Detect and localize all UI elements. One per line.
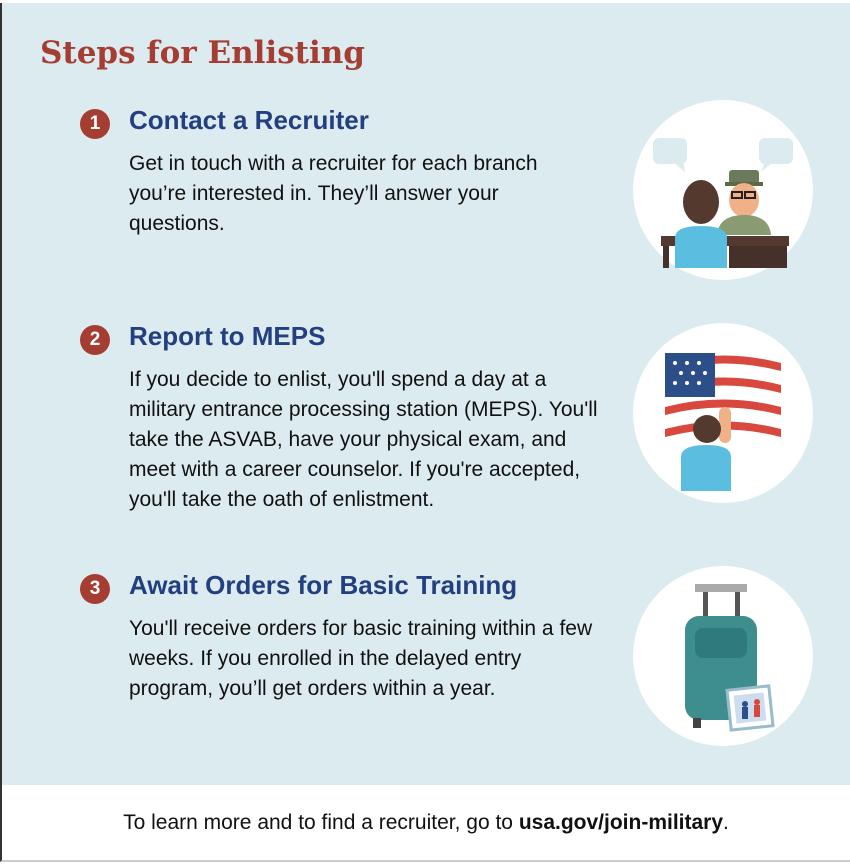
page-title: Steps for Enlisting	[40, 35, 365, 71]
step-body: Get in touch with a recruiter for each branch you’re interested in. They’ll answer your questions.	[129, 152, 538, 235]
step-body: If you decide to enlist, you'll spend a day at a military entrance processing station (MEPS). You'll take the ASVAB, have your physical exam, and meet with a career counselor. If you're accepted, you'll take the oath of enlistment.	[129, 368, 598, 511]
footer-period: .	[723, 810, 729, 834]
step-number: 1	[80, 109, 110, 139]
step-heading: Report to MEPS	[129, 321, 326, 351]
step-heading: Await Orders for Basic Training	[129, 570, 518, 600]
step-heading: Contact a Recruiter	[129, 105, 369, 135]
suitcase-illustration	[633, 566, 813, 746]
step-number: 2	[80, 325, 110, 355]
infographic-panel	[0, 3, 850, 785]
footer-text: To learn more and to find a recruiter, go to	[123, 810, 513, 834]
step-body: You'll receive orders for basic training within a few weeks. If you enrolled in the delayed entry program, you’ll get orders within a year.	[129, 617, 593, 700]
flag-oath-illustration	[633, 323, 813, 503]
step-number: 3	[80, 574, 110, 604]
recruiter-meeting-illustration	[633, 100, 813, 280]
join-military-link[interactable]: usa.gov/join-military	[518, 810, 724, 834]
footer	[0, 785, 850, 862]
